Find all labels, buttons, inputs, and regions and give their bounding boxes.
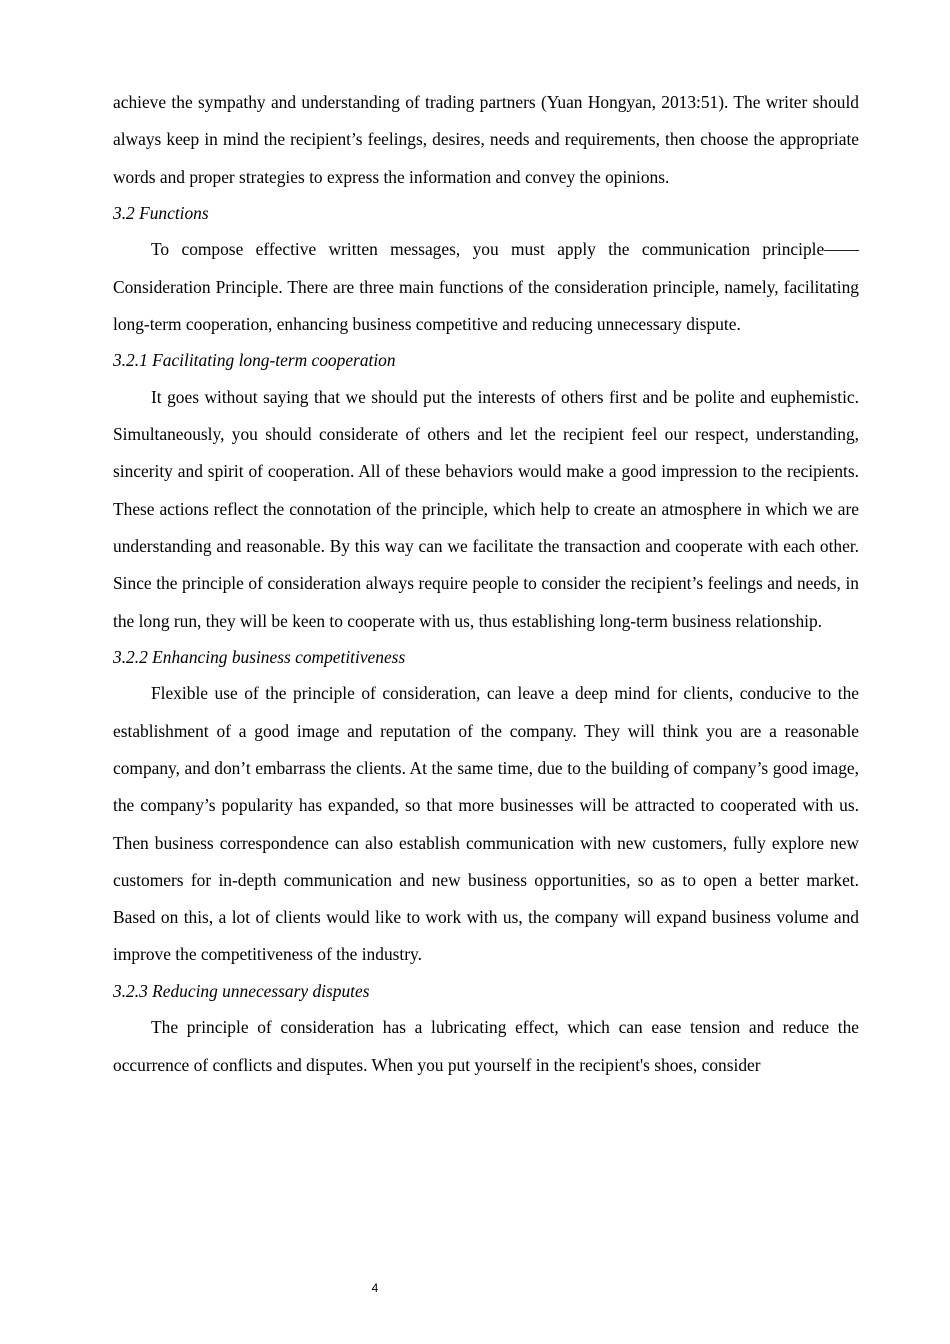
continuation-paragraph: achieve the sympathy and understanding of trading partners (Yuan Hongyan, 2013:51). The writer should always keep in mind the recipient’s feelings, desires, needs and requirements, then choose the appropriate words and proper strategies to express the information and convey the opinions. <box>113 92 859 187</box>
section-body-3-2: To compose effective written messages, you must apply the communication principle——Consideration Principle. There are three main functions of the consideration principle, namely, facilitating long-term cooperation, enhancing business competitive and reducing unnecessary dispute. <box>113 239 859 334</box>
page-number: 4 <box>371 1281 379 1295</box>
section-heading-3-2-1: 3.2.1 Facilitating long-term cooperation <box>113 350 396 371</box>
section-body-3-2-2: Flexible use of the principle of consideration, can leave a deep mind for clients, conducive to the establishment of a good image and reputation of the company. They will think you are a reasonable company, and don’t embarrass the clients. At the same time, due to the building of company’s good image, the company’s popularity has expanded, so that more businesses will be attracted to cooperated with us. Then business correspondence can also establish communication with new customers, fully explore new customers for in-depth communication and new business opportunities, so as to open a better market. Based on this, a lot of clients would like to work with us, the company will expand business volume and improve the competitiveness of the industry. <box>113 683 859 965</box>
section-heading-3-2: 3.2 Functions <box>113 202 209 223</box>
section-heading-3-2-2: 3.2.2 Enhancing business competitiveness <box>113 646 406 667</box>
section-heading-3-2-3: 3.2.3 Reducing unnecessary disputes <box>113 980 370 1001</box>
section-body-3-2-1: It goes without saying that we should put the interests of others first and be polite and euphemistic. Simultaneously, you should considerate of others and let the recipient feel our respect, understanding, sincerity and spirit of cooperation. All of these behaviors would make a good impression to the recipients. These actions reflect the connotation of the principle, which help to create an atmosphere in which we are understanding and reasonable. By this way can we facilitate the transaction and cooperate with each other. Since the principle of consideration always require people to consider the recipient’s feelings and needs, in the long run, they will be keen to cooperate with us, thus establishing long-term business relationship. <box>113 386 859 631</box>
section-body-3-2-3: The principle of consideration has a lubricating effect, which can ease tension and reduce the occurrence of conflicts and disputes. When you put yourself in the recipient's shoes, consider <box>113 1017 859 1075</box>
document-page <box>113 84 859 1084</box>
